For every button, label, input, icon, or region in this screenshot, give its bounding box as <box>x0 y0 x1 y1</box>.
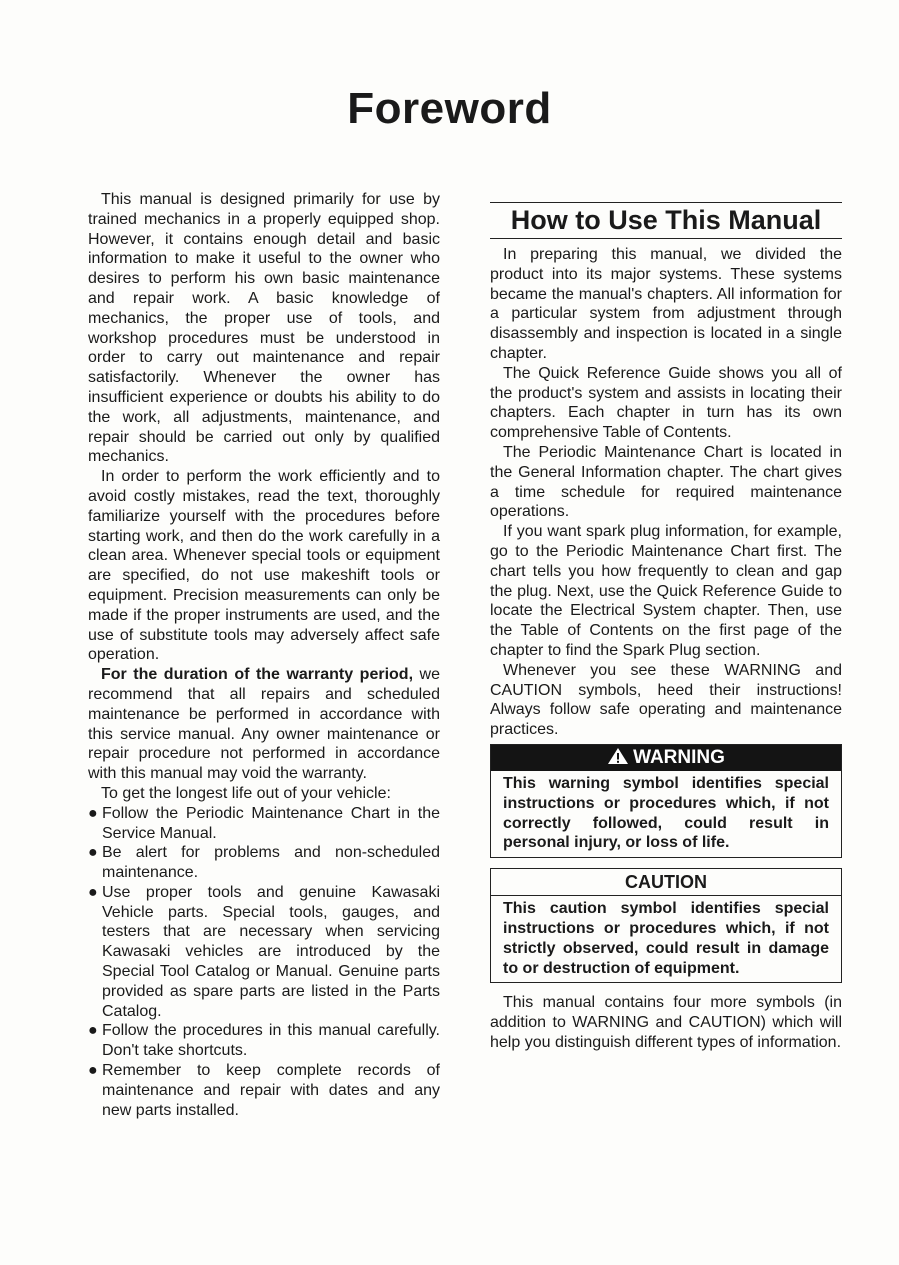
bullet-text: Be alert for problems and non-scheduled maintenance. <box>102 844 440 882</box>
longest-life-paragraph: To get the longest life out of your vehicle: <box>101 784 391 802</box>
more-symbols-paragraph: This manual contains four more symbols (in addition to WARNING and CAUTION) which will help you distinguish different types of information. <box>490 994 842 1051</box>
right-column <box>490 190 842 1053</box>
warranty-paragraph <box>88 665 440 784</box>
warning-header <box>491 745 841 771</box>
list-item <box>88 804 440 844</box>
maintenance-chart-paragraph: The Periodic Maintenance Chart is located in the General Information chapter. The chart gives a time schedule for required maintenance operations. <box>490 443 842 521</box>
section-heading: How to Use This Manual <box>510 205 822 235</box>
caution-label: CAUTION <box>491 869 841 896</box>
bullet-icon: ● <box>88 844 98 862</box>
quick-reference-paragraph: The Quick Reference Guide shows you all of the product's system and assists in locating their chapters. Each chapter in turn has its own comprehensive Table of Contents. <box>490 364 842 442</box>
bullet-text: Follow the Periodic Maintenance Chart in the Service Manual. <box>102 804 440 842</box>
bullet-icon: ● <box>88 1062 98 1080</box>
bullet-text: Remember to keep complete records of maintenance and repair with dates and any new parts installed. <box>102 1062 440 1119</box>
warning-label: WARNING <box>633 746 725 768</box>
symbols-paragraph: Whenever you see these WARNING and CAUTION symbols, heed their instructions! Always follow safe operating and maintenance practices. <box>490 661 842 739</box>
bullet-text: Follow the procedures in this manual carefully. Don't take shortcuts. <box>102 1022 440 1060</box>
bullet-icon: ● <box>88 804 98 822</box>
caution-box <box>490 868 842 983</box>
list-item <box>88 1021 440 1061</box>
bullet-icon: ● <box>88 883 98 901</box>
warning-triangle-icon <box>607 747 629 765</box>
bullet-icon: ● <box>88 1022 98 1040</box>
warranty-text: we recommend that all repairs and scheduled maintenance be performed in accordance with this service manual. Any owner maintenance or repair procedure not performed in accordance with this manual may void the warranty. <box>88 666 440 783</box>
page-title: Foreword <box>347 84 552 133</box>
bullet-text: Use proper tools and genuine Kawasaki Vehicle parts. Special tools, gauges, and testers that are necessary when servicing Kawasaki vehicles are introduced by the Special Tool Catalog or Manual. Genuine parts provided as spare parts are listed in the Parts Catalog. <box>102 883 440 1020</box>
list-item <box>88 883 440 1022</box>
efficiency-paragraph: In order to perform the work efficiently and to avoid costly mistakes, read the text, thoroughly familiarize yourself with the procedures before starting work, and then do the work carefully in a clean area. Whenever special tools or equipment are specified, do not use makeshift tools or equipment. Precision measurements can only be made if the proper instruments are used, and the use of substitute tools may adversely affect safe operation. <box>88 468 440 664</box>
warning-box <box>490 744 842 858</box>
list-item <box>88 843 440 883</box>
caution-text: This caution symbol identifies special instructions or procedures which, if not strictly observed, could result in damage to or destruction of equipment. <box>503 900 829 977</box>
warning-text: This warning symbol identifies special instructions or procedures which, if not correctly followed, could result in personal injury, or loss of life. <box>503 774 829 852</box>
intro-paragraph: This manual is designed primarily for use by trained mechanics in a properly equipped shop. However, it contains enough detail and basic information to make it useful to the owner who desires to perform his own basic maintenance and repair work. A basic knowledge of mechanics, the proper use of tools, and workshop procedures must be understood in order to carry out maintenance and repair satisfactorily. Whenever the owner has insufficient experience or doubts his ability to do the work, all adjustments, maintenance, and repair should be carried out only by qualified mechanics. <box>88 191 440 466</box>
section-heading-box <box>490 202 842 239</box>
list-item <box>88 1061 440 1120</box>
spark-plug-paragraph: If you want spark plug information, for example, go to the Periodic Maintenance Chart first. The chart tells you how frequently to clean and gap the plug. Next, use the Quick Reference Guide to locate the Electrical System chapter. Then, use the Table of Contents on the first page of the chapter to find the Spark Plug section. <box>490 523 842 659</box>
warranty-bold-lead: For the duration of the warranty period, <box>101 666 414 684</box>
systems-paragraph: In preparing this manual, we divided the product into its major systems. These systems became the manual's chapters. All information for a particular system from adjustment through disassembly and inspection is located in a single chapter. <box>490 246 842 362</box>
left-column <box>88 190 440 1120</box>
